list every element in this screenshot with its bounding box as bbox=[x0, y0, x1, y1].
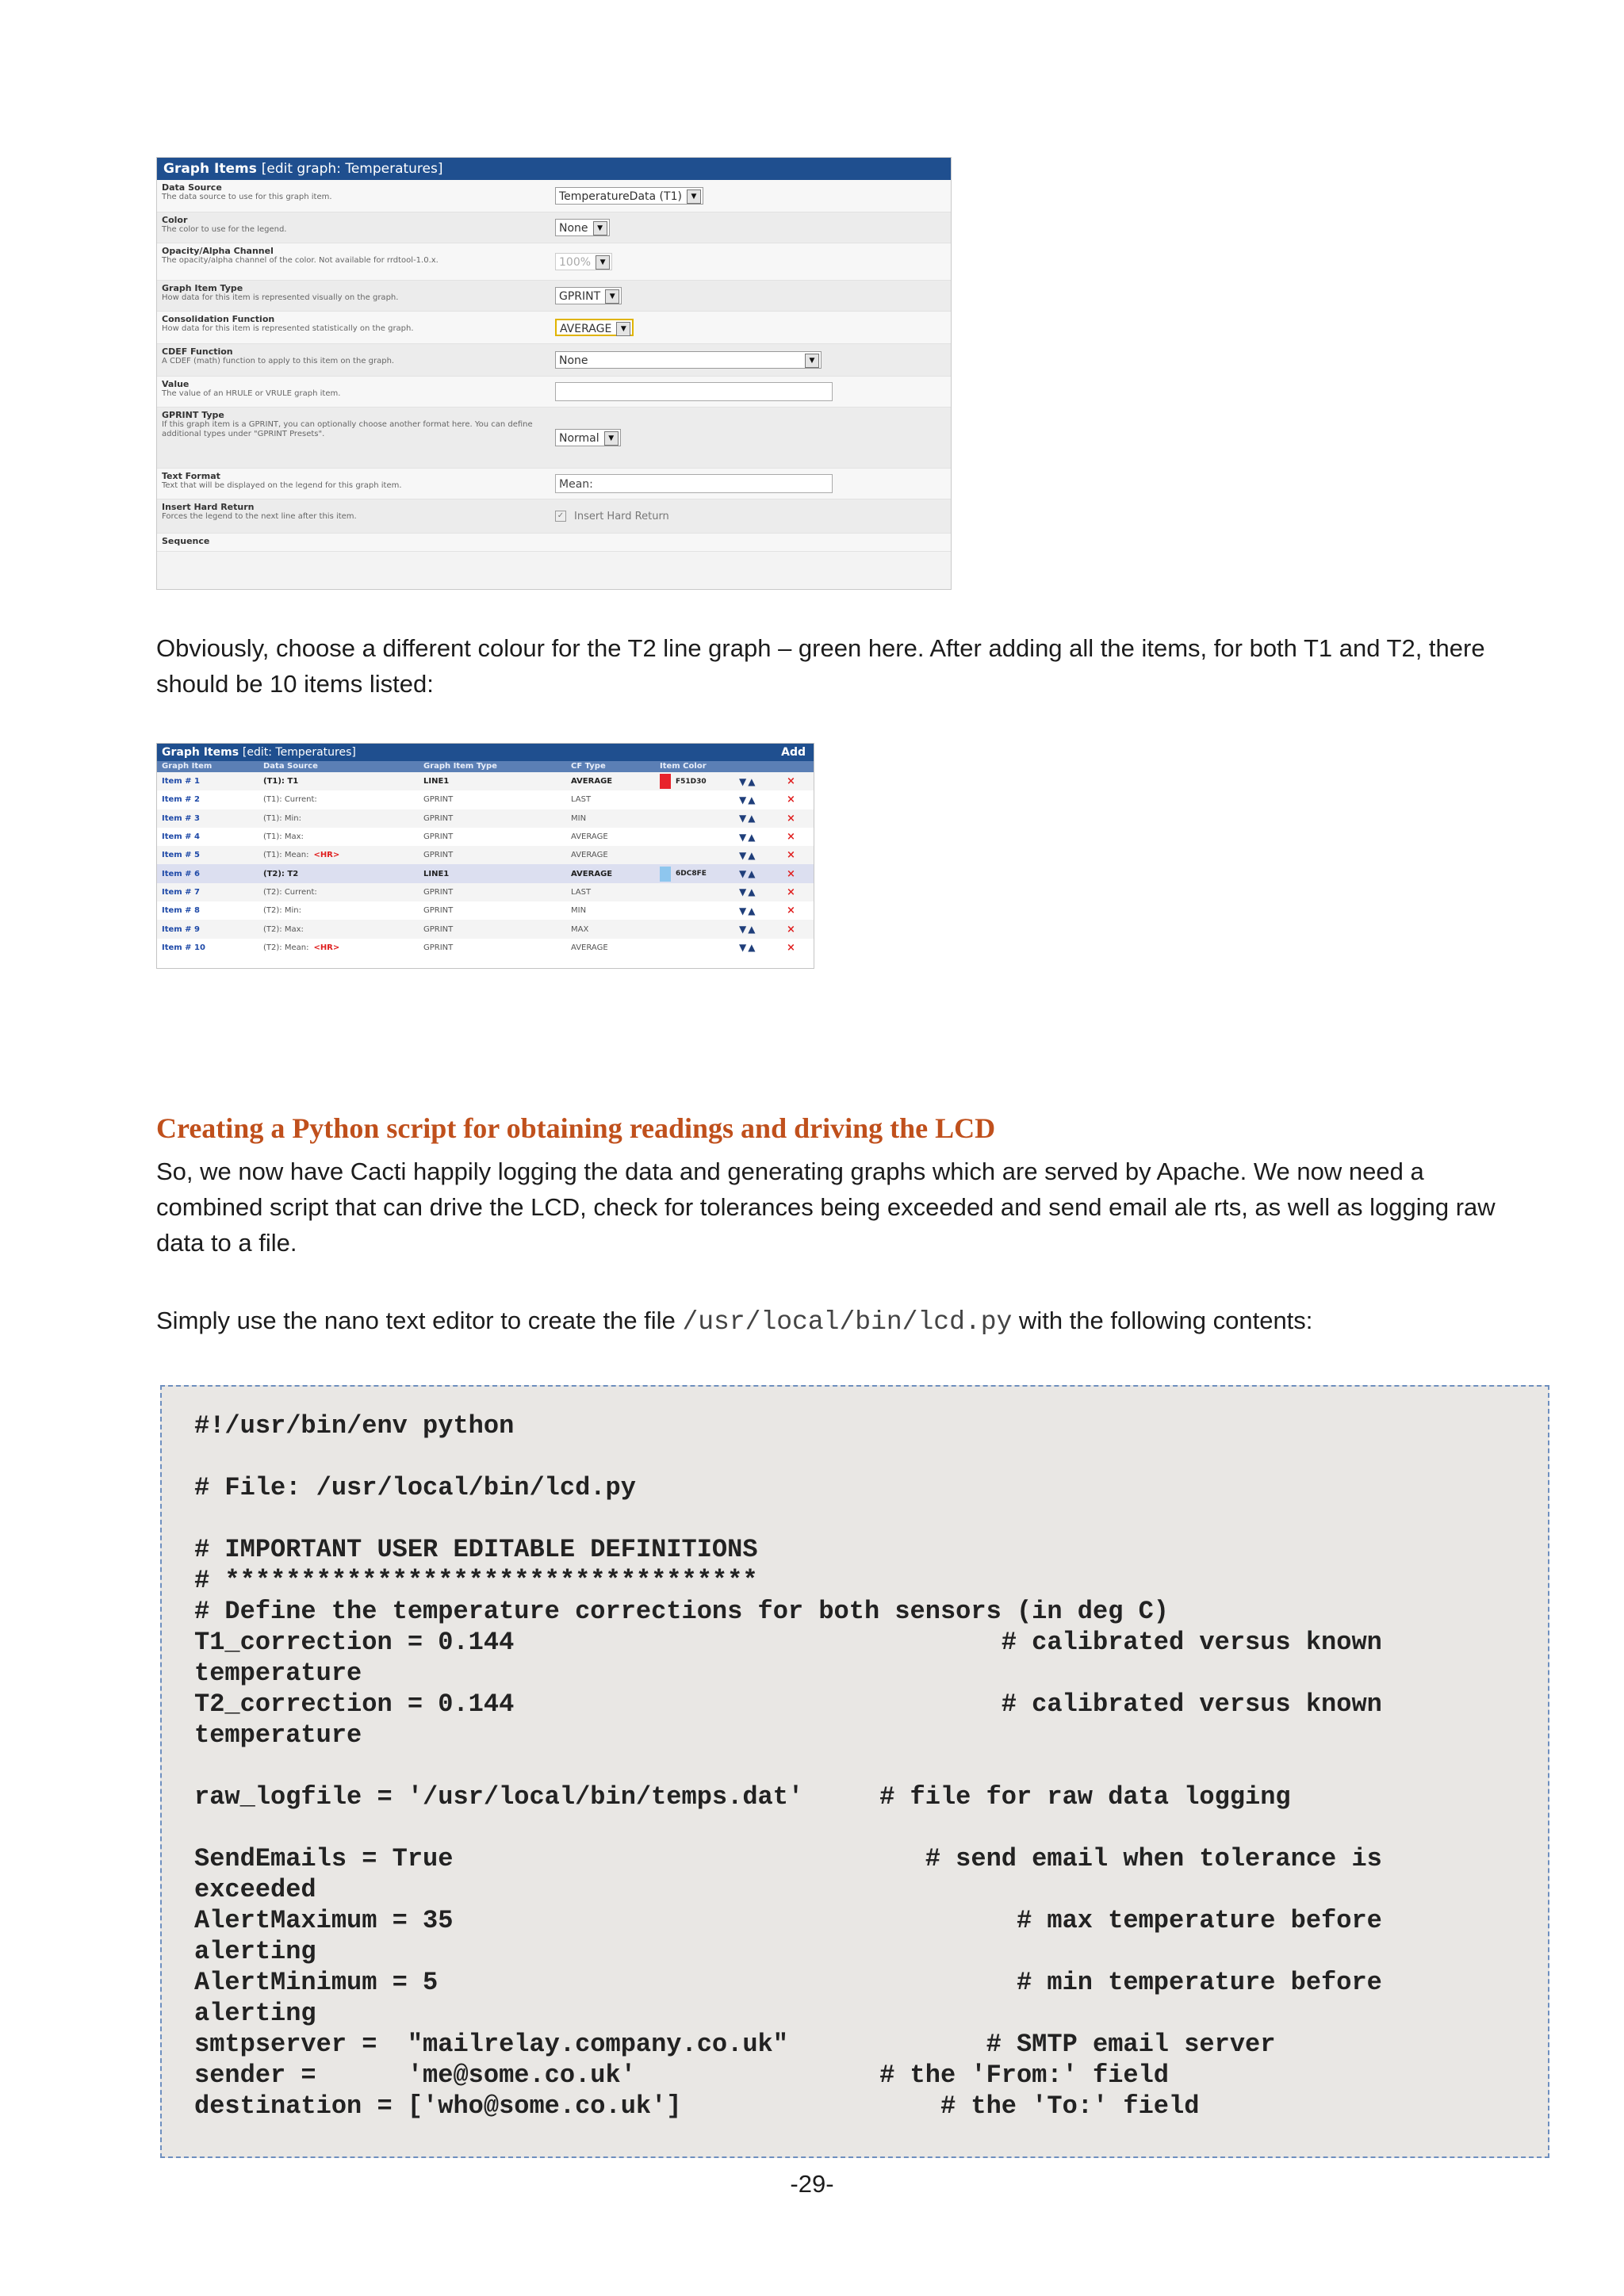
chevron-down-icon[interactable]: ▼ bbox=[605, 289, 619, 304]
code-line: AlertMaximum = 35 # max temperature before bbox=[194, 1906, 1382, 1935]
code-line: # Define the temperature corrections for both sensors (in deg C) bbox=[194, 1597, 1169, 1626]
table-row[interactable] bbox=[157, 790, 814, 809]
item-type: GPRINT bbox=[423, 813, 454, 823]
graph-item-form-screenshot bbox=[156, 157, 952, 590]
item-type: GPRINT bbox=[423, 795, 454, 805]
code-line: raw_logfile = '/usr/local/bin/temps.dat' # file for raw data logging bbox=[194, 1782, 1291, 1812]
item-cf-type: AVERAGE bbox=[571, 869, 613, 878]
code-line: # IMPORTANT USER EDITABLE DEFINITIONS bbox=[194, 1535, 758, 1564]
item-type: GPRINT bbox=[423, 832, 454, 842]
field-description: The color to use for the legend. bbox=[162, 225, 287, 234]
item-data-source bbox=[263, 906, 423, 915]
form-row-label-block bbox=[157, 377, 553, 407]
code-line: # File: /usr/local/bin/lcd.py bbox=[194, 1473, 636, 1502]
form-row bbox=[157, 344, 951, 377]
form-rows bbox=[157, 180, 951, 552]
item-cf-type: LAST bbox=[571, 795, 592, 805]
item-cf-type: MAX bbox=[571, 924, 589, 934]
code-line: destination = ['who@some.co.uk'] # the 'To:' field bbox=[194, 2091, 1200, 2121]
item-cf-type: AVERAGE bbox=[571, 832, 608, 842]
form-row-control bbox=[553, 243, 951, 280]
table-row[interactable] bbox=[157, 901, 814, 920]
item-link[interactable]: Item # 1 bbox=[162, 777, 201, 786]
field-text-input[interactable] bbox=[555, 382, 833, 401]
hard-return-tag: <HR> bbox=[313, 851, 340, 860]
form-row-control bbox=[553, 408, 951, 468]
code-line: alerting bbox=[194, 1999, 316, 2028]
item-type: GPRINT bbox=[423, 924, 454, 934]
items-rows bbox=[157, 772, 814, 957]
code-listing bbox=[194, 1410, 1519, 2122]
field-text-input[interactable]: Mean: bbox=[555, 474, 833, 493]
delete-icon[interactable]: × bbox=[787, 849, 795, 862]
field-select[interactable] bbox=[555, 219, 610, 236]
item-source-text: (T2): Min: bbox=[263, 906, 301, 916]
col-graph-item: Graph Item bbox=[162, 762, 213, 771]
form-row bbox=[157, 469, 951, 499]
item-type: GPRINT bbox=[423, 887, 454, 897]
chevron-down-icon[interactable]: ▼ bbox=[687, 189, 701, 204]
table-row[interactable] bbox=[157, 883, 814, 901]
field-description: The opacity/alpha channel of the color. Not available for rrdtool-1.0.x. bbox=[162, 256, 439, 265]
item-cf-type: MIN bbox=[571, 906, 587, 916]
item-link[interactable]: Item # 4 bbox=[162, 832, 201, 842]
item-color bbox=[660, 774, 739, 789]
graph-items-list-screenshot bbox=[156, 743, 814, 969]
form-header-subtitle: [edit graph: Temperatures] bbox=[261, 161, 443, 177]
form-row-control bbox=[553, 469, 951, 499]
item-link[interactable]: Item # 9 bbox=[162, 924, 201, 934]
color-hex-label: 6DC8FE bbox=[676, 870, 707, 878]
field-label: Value bbox=[162, 379, 190, 389]
paragraph-nano-after: with the following contents: bbox=[1012, 1307, 1313, 1334]
delete-icon[interactable]: × bbox=[787, 831, 795, 844]
field-description: The value of an HRULE or VRULE graph item. bbox=[162, 389, 341, 398]
item-source-text: (T2): Mean: bbox=[263, 943, 309, 952]
item-type: GPRINT bbox=[423, 851, 454, 860]
code-line: sender = 'me@some.co.uk' # the 'From:' field bbox=[194, 2061, 1169, 2090]
item-source-text: (T2): T2 bbox=[263, 869, 299, 878]
table-row[interactable] bbox=[157, 939, 814, 957]
delete-icon[interactable]: × bbox=[787, 794, 795, 806]
move-arrows-icon[interactable]: ▼▲ bbox=[739, 775, 757, 787]
items-header-title: Graph Items bbox=[162, 746, 239, 759]
item-data-source bbox=[263, 888, 423, 897]
code-line: exceeded bbox=[194, 1875, 316, 1904]
form-row bbox=[157, 243, 951, 281]
item-source-text: (T1): T1 bbox=[263, 777, 299, 786]
item-source-text: (T2): Max: bbox=[263, 924, 304, 934]
hard-return-checkbox[interactable] bbox=[555, 511, 669, 522]
move-arrows-icon[interactable]: ▼▲ bbox=[739, 868, 757, 880]
chevron-down-icon[interactable]: ▼ bbox=[616, 322, 630, 336]
checkbox-icon[interactable]: ✓ bbox=[555, 511, 566, 522]
items-header-subtitle: [edit: Temperatures] bbox=[242, 746, 356, 759]
delete-icon[interactable]: × bbox=[787, 923, 795, 936]
color-swatch bbox=[660, 867, 671, 882]
code-line: AlertMinimum = 5 # min temperature before bbox=[194, 1968, 1382, 1997]
form-row-control bbox=[553, 377, 951, 407]
chevron-down-icon[interactable]: ▼ bbox=[596, 255, 610, 270]
item-link[interactable]: Item # 6 bbox=[162, 869, 201, 878]
field-label: GPRINT Type bbox=[162, 410, 224, 420]
form-row-label-block bbox=[157, 469, 553, 499]
form-header-title: Graph Items bbox=[163, 161, 257, 177]
form-row bbox=[157, 212, 951, 243]
form-row-label-block bbox=[157, 281, 553, 311]
select-value: None bbox=[559, 222, 588, 235]
item-type: LINE1 bbox=[423, 777, 450, 786]
item-source-text: (T1): Min: bbox=[263, 813, 301, 823]
item-data-source bbox=[263, 795, 423, 804]
item-cf-type: AVERAGE bbox=[571, 777, 613, 786]
delete-icon[interactable]: × bbox=[787, 886, 795, 898]
item-type: GPRINT bbox=[423, 906, 454, 916]
item-cf-type: MIN bbox=[571, 813, 587, 823]
checkbox-label: Insert Hard Return bbox=[574, 510, 669, 522]
delete-icon[interactable]: × bbox=[787, 867, 795, 880]
color-hex-label: F51D30 bbox=[676, 777, 707, 786]
select-value: AVERAGE bbox=[560, 323, 612, 335]
field-label: Opacity/Alpha Channel bbox=[162, 246, 274, 256]
delete-icon[interactable]: × bbox=[787, 812, 795, 825]
form-row bbox=[157, 499, 951, 534]
field-label: Sequence bbox=[162, 536, 210, 546]
field-select[interactable] bbox=[555, 351, 822, 369]
item-data-source bbox=[263, 832, 423, 841]
item-source-text: (T1): Max: bbox=[263, 832, 304, 842]
item-data-source bbox=[263, 943, 423, 952]
item-data-source bbox=[263, 777, 423, 786]
field-description: A CDEF (math) function to apply to this item on the graph. bbox=[162, 357, 395, 365]
paragraph-items-intro: Obviously, choose a different colour for the T2 line graph – green here. After adding all the items, for both T1 and T2, there should be 10 items listed: bbox=[156, 634, 1485, 698]
code-line bbox=[194, 1812, 1519, 1843]
field-description: How data for this item is represented statistically on the graph. bbox=[162, 324, 414, 333]
code-line: alerting bbox=[194, 1937, 316, 1966]
table-row[interactable] bbox=[157, 864, 814, 882]
delete-icon[interactable]: × bbox=[787, 941, 795, 954]
item-type: GPRINT bbox=[423, 943, 454, 952]
item-cf-type: AVERAGE bbox=[571, 851, 608, 860]
field-select bbox=[555, 253, 612, 270]
form-row-control bbox=[553, 281, 951, 311]
form-header bbox=[157, 158, 951, 180]
field-description: Text that will be displayed on the legend for this graph item. bbox=[162, 481, 402, 490]
hard-return-tag: <HR> bbox=[313, 943, 340, 952]
select-value: Normal bbox=[559, 432, 599, 445]
move-arrows-icon[interactable]: ▼▲ bbox=[739, 831, 757, 843]
item-data-source bbox=[263, 870, 423, 878]
form-row-label-block bbox=[157, 499, 553, 533]
field-label: Color bbox=[162, 215, 188, 225]
select-value: GPRINT bbox=[559, 290, 601, 303]
item-link[interactable]: Item # 7 bbox=[162, 887, 201, 897]
item-link[interactable]: Item # 2 bbox=[162, 795, 201, 805]
field-label: Data Source bbox=[162, 182, 222, 193]
field-select[interactable] bbox=[555, 187, 703, 205]
form-row-control bbox=[553, 499, 951, 533]
form-row-label-block bbox=[157, 344, 553, 376]
form-row-label-block bbox=[157, 534, 553, 551]
field-select[interactable] bbox=[555, 429, 621, 446]
form-row-label-block bbox=[157, 212, 553, 243]
item-link[interactable]: Item # 5 bbox=[162, 851, 201, 860]
form-row-label-block bbox=[157, 408, 553, 468]
form-row-control bbox=[553, 312, 951, 343]
code-line bbox=[194, 1751, 1519, 1781]
form-row-label-block bbox=[157, 180, 553, 212]
add-item-link[interactable]: Add bbox=[781, 746, 806, 759]
items-column-headers bbox=[157, 761, 814, 772]
select-value: TemperatureData (T1) bbox=[559, 190, 682, 203]
items-header bbox=[157, 744, 814, 761]
move-arrows-icon[interactable]: ▼▲ bbox=[739, 813, 757, 825]
move-arrows-icon[interactable]: ▼▲ bbox=[739, 905, 757, 916]
field-label: Insert Hard Return bbox=[162, 502, 255, 512]
item-type: LINE1 bbox=[423, 869, 450, 878]
col-cf-type: CF Type bbox=[571, 762, 606, 771]
code-line: SendEmails = True # send email when tolerance is bbox=[194, 1844, 1382, 1873]
paragraph-cacti: So, we now have Cacti happily logging the data and generating graphs which are served by Apache. We now need a combined script that can drive the LCD, check for tolerances being exceeded and send email ale rts, as well as logging raw data to a file. bbox=[156, 1158, 1496, 1257]
form-row-control bbox=[553, 534, 951, 551]
form-row bbox=[157, 408, 951, 469]
form-row bbox=[157, 180, 951, 212]
code-line bbox=[194, 1503, 1519, 1534]
move-arrows-icon[interactable]: ▼▲ bbox=[739, 942, 757, 954]
delete-icon[interactable]: × bbox=[787, 775, 795, 788]
chevron-down-icon[interactable]: ▼ bbox=[805, 354, 819, 368]
code-line: smtpserver = "mailrelay.company.co.uk" # SMTP email server bbox=[194, 2030, 1276, 2059]
field-description: The data source to use for this graph item. bbox=[162, 193, 332, 201]
item-data-source bbox=[263, 814, 423, 823]
move-arrows-icon[interactable]: ▼▲ bbox=[739, 849, 757, 861]
form-row bbox=[157, 281, 951, 312]
form-row-label-block bbox=[157, 312, 553, 343]
table-row[interactable] bbox=[157, 920, 814, 938]
item-source-text: (T2): Current: bbox=[263, 887, 317, 897]
code-line: T1_correction = 0.144 # calibrated versus known bbox=[194, 1628, 1382, 1657]
form-row-control bbox=[553, 212, 951, 243]
item-cf-type: LAST bbox=[571, 887, 592, 897]
form-row bbox=[157, 377, 951, 408]
field-select[interactable] bbox=[555, 319, 634, 336]
form-row bbox=[157, 312, 951, 344]
file-path-inline: /usr/local/bin/lcd.py bbox=[682, 1307, 1013, 1337]
form-row bbox=[157, 534, 951, 552]
form-row-control bbox=[553, 180, 951, 212]
code-line: # *********************************** bbox=[194, 1566, 758, 1595]
field-description: If this graph item is a GPRINT, you can optionally choose another format here. You can define additional types under "GPRINT Presets". bbox=[162, 420, 533, 438]
item-link[interactable]: Item # 10 bbox=[162, 943, 205, 952]
field-description: Forces the legend to the next line after this item. bbox=[162, 512, 357, 521]
code-line bbox=[194, 1441, 1519, 1472]
item-source-text: (T1): Current: bbox=[263, 795, 317, 805]
page-number: -29- bbox=[790, 2170, 834, 2198]
select-value: None bbox=[559, 354, 588, 367]
field-select[interactable] bbox=[555, 287, 622, 304]
field-label: CDEF Function bbox=[162, 346, 233, 357]
form-row-label-block bbox=[157, 243, 553, 280]
code-line: #!/usr/bin/env python bbox=[194, 1411, 515, 1441]
code-line: T2_correction = 0.144 # calibrated versus known bbox=[194, 1689, 1382, 1719]
item-cf-type: AVERAGE bbox=[571, 943, 608, 952]
color-swatch bbox=[660, 774, 671, 789]
paragraph-nano bbox=[156, 1303, 1524, 1340]
move-arrows-icon[interactable]: ▼▲ bbox=[739, 924, 757, 936]
col-data-source: Data Source bbox=[263, 762, 318, 771]
table-row[interactable] bbox=[157, 809, 814, 828]
table-row[interactable] bbox=[157, 846, 814, 864]
chevron-down-icon[interactable]: ▼ bbox=[593, 221, 607, 235]
code-line: temperature bbox=[194, 1659, 362, 1688]
form-row-control bbox=[553, 344, 951, 376]
field-label: Graph Item Type bbox=[162, 283, 243, 293]
item-data-source bbox=[263, 851, 423, 859]
table-row[interactable] bbox=[157, 772, 814, 790]
item-data-source bbox=[263, 925, 423, 934]
table-row[interactable] bbox=[157, 828, 814, 846]
item-source-text: (T1): Mean: bbox=[263, 851, 309, 860]
item-link[interactable]: Item # 8 bbox=[162, 906, 201, 916]
field-label: Text Format bbox=[162, 471, 220, 481]
field-label: Consolidation Function bbox=[162, 314, 275, 324]
select-value: 100% bbox=[559, 256, 592, 269]
item-link[interactable]: Item # 3 bbox=[162, 813, 201, 823]
col-graph-item-type: Graph Item Type bbox=[423, 762, 497, 771]
section-heading: Creating a Python script for obtaining readings and driving the LCD bbox=[156, 1112, 996, 1144]
delete-icon[interactable]: × bbox=[787, 905, 795, 917]
item-color bbox=[660, 867, 739, 882]
field-description: How data for this item is represented visually on the graph. bbox=[162, 293, 399, 302]
code-line: temperature bbox=[194, 1720, 362, 1750]
move-arrows-icon[interactable]: ▼▲ bbox=[739, 886, 757, 898]
paragraph-nano-before: Simply use the nano text editor to create the file bbox=[156, 1307, 683, 1334]
col-item-color: Item Color bbox=[660, 762, 707, 771]
move-arrows-icon[interactable]: ▼▲ bbox=[739, 794, 757, 806]
chevron-down-icon[interactable]: ▼ bbox=[604, 431, 619, 446]
